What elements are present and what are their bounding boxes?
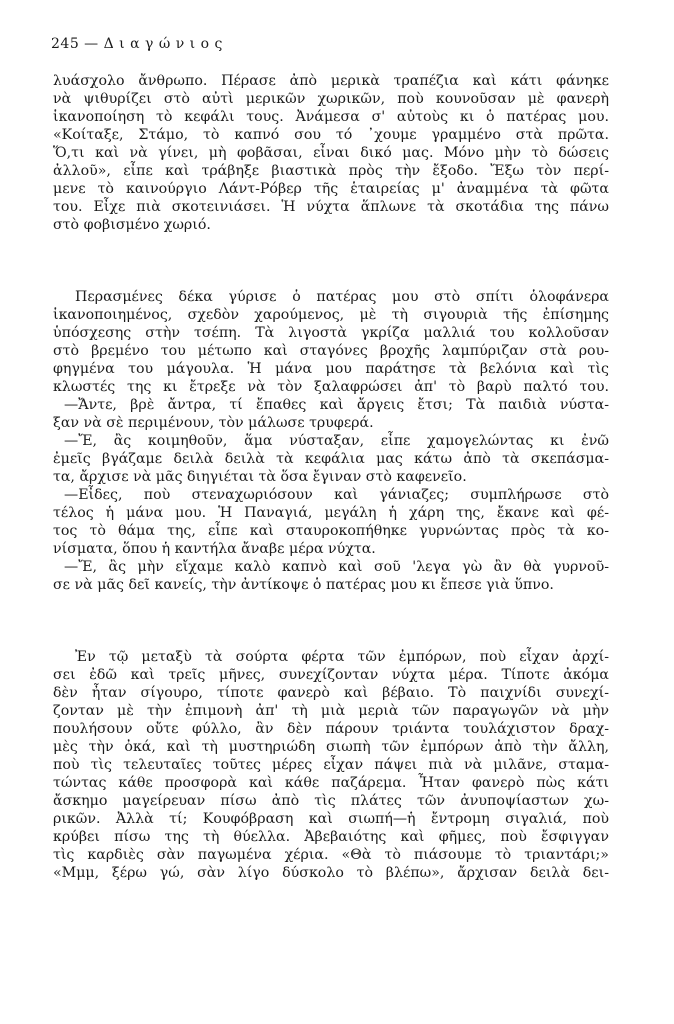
text-line: τὶς καρδιὲς σὰν παγωμένα χέρια. «Θὰ τὸ πιάσουμε τὸ τριαντάρι;» [53,847,609,863]
text-line: ἐμεῖς βγάζαμε δειλὰ δειλὰ τὰ κεφάλια μας κάτω ἀπὸ τὰ σκεπάσμα- [53,451,609,467]
text-line: τώντας κάθε προσφορὰ καὶ κάθε παζάρεμα. Ἦταν φανερὸ πὼς κάτι [53,775,609,791]
text-line: ζονταν μὲ τὴν ἐπιμονὴ ἀπ' τὴ μιὰ μεριὰ τῶν παραγωγῶν νὰ μὴν [53,703,609,719]
text-line: τος τὸ θάμα της, εἶπε καὶ σταυροκοπήθηκε γυρνώντας πρὸς τὰ κο- [53,523,609,539]
text-line: πουλήσουν οὔτε φύλλο, ἂν δὲν πάρουν τριάντα τουλάχιστον δραχ- [53,721,609,737]
text-line: ρικῶν. Ἀλλὰ τί; Κουφόβραση καὶ σιωπή—ἡ ἔντρομη σιγαλιά, ποὺ [53,811,609,827]
text-line: νίσματα, ὅπου ἡ καντήλα ἄναβε μέρα νύχτα. [53,541,376,557]
text-line: στὸ βρεμένο του μέτωπο καὶ σταγόνες βροχῆς λαμπύριζαν στὰ ρου- [53,343,609,359]
text-line: τέλος ἡ μάνα μου. Ἡ Παναγιά, μεγάλη ἡ χάρη της, ἔκανε καὶ φέ- [53,505,609,521]
text-line: ποὺ τὶς τελευταῖες τοῦτες μέρες εἶχαν πάψει πιὰ νὰ μιλᾶνε, σταμα- [53,757,609,773]
text-line: σει ἐδῶ καὶ τρεῖς μῆνες, συνεχίζονταν νύχτα μέρα. Τίποτε ἀκόμα [53,667,609,683]
text-line: μὲς τὴν ὀκά, καὶ τὴ μυστηριώδη σιωπὴ τῶν ἐμπόρων ἀπὸ τὴν ἄλλη, [53,739,609,755]
text-line: λυάσχολο ἄνθρωπο. Πέρασε ἀπὸ μερικὰ τραπέζια καὶ κάτι φάνηκε [53,73,609,89]
text-line: «Κοίταξε, Στάμο, τὸ καπνό σου τό ᾽χουμε γραμμένο στὰ πρῶτα. [53,127,609,143]
text-line: στὸ φοβισμένο χωριό. [53,217,211,233]
text-line: —Ἔ, ἂς μὴν εἴχαμε καλὸ καπνὸ καὶ σοῦ 'λεγα γὼ ἂν θὰ γυρνοῦ- [64,559,609,575]
text-line: ἱκανοποίηση τὸ κεφάλι τους. Ἀνάμεσα σ' αὐτοὺς κι ὁ πατέρας μου. [53,109,609,125]
text-line: σε νὰ μᾶς δεῖ κανείς, τὴν ἀντίκοψε ὁ πατέρας μου κι ἔπεσε γιὰ ὕπνο. [53,577,554,593]
text-line: δὲν ἦταν σίγουρο, τίποτε φανερὸ καὶ βέβαιο. Τὸ παιχνίδι συνεχί- [53,685,609,701]
text-line: ἱκανοποιημένος, σχεδὸν χαρούμενος, μὲ τὴ σιγουριὰ τῆς ἐπίσημης [53,307,609,323]
text-line: φηγμένα του μάγουλα. Ἡ μάνα μου παράτησε τὰ βελόνια καὶ τὶς [53,361,609,377]
running-header: 245 — Δ ι α γ ώ ν ι ο ς [51,36,223,52]
text-line: Ὅ,τι καὶ νὰ γίνει, μὴ φοβᾶσαι, εἶναι δικό μας. Μόνο μὴν τὸ δώσεις [53,145,609,161]
text-line: κλωστές της κι ἔτρεξε νὰ τὸν ξαλαφρώσει ἀπ' τὸ βαρὺ παλτό του. [53,379,609,395]
text-line: ἄσκημο μαγείρευαν πίσω ἀπὸ τὶς πλάτες τῶν ἀνυποψίαστων χω- [53,793,609,809]
text-line: Ἐν τῷ μεταξὺ τὰ σούρτα φέρτα τῶν ἐμπόρων, ποὺ εἶχαν ἀρχί- [75,649,609,665]
text-line: του. Εἶχε πιὰ σκοτεινιάσει. Ἡ νύχτα ἅπλωνε τὰ σκοτάδια της πάνω [53,199,609,215]
text-line: —Ἔ, ἂς κοιμηθοῦν, ἅμα νύσταξαν, εἶπε χαμογελώντας κι ἐνῶ [64,433,609,449]
text-line: Περασμένες δέκα γύρισε ὁ πατέρας μου στὸ σπίτι ὁλοφάνερα [75,289,609,305]
text-line: μενε τὸ καινούργιο Λάντ-Ρόβερ τῆς ἑταιρείας μ' ἀναμμένα τὰ φῶτα [53,181,609,197]
text-line: κρύβει πίσω της τὴ θύελλα. Ἀβεβαιότης καὶ φῆμες, ποὺ ἔσφιγγαν [53,829,609,845]
text-line: ἀλλοῦ», εἶπε καὶ τράβηξε βιαστικὰ πρὸς τὴν ἔξοδο. Ἔξω τὸν περί- [53,163,609,179]
text-line: ξαν νὰ σὲ περιμένουν, τὸν μάλωσε τρυφερά. [53,415,374,431]
text-line: ὑπόσχεσης στὴν τσέπη. Τὰ λιγοστὰ γκρίζα μαλλιά του κολλοῦσαν [53,325,609,341]
text-line: τα, ἄρχισε νὰ μᾶς διηγιέται τὰ ὅσα ἔγιναν στὸ καφενεῖο. [53,469,467,485]
text-line: «Μμμ, ξέρω γώ, σὰν λίγο δύσκολο τὸ βλέπω», ἄρχισαν δειλὰ δει- [53,865,609,881]
text-line: νὰ ψιθυρίζει στὸ αὐτὶ μερικῶν χωρικῶν, ποὺ κουνοῦσαν μὲ φανερὴ [53,91,609,107]
text-line: —Ἄντε, βρὲ ἄντρα, τί ἔπαθες καὶ ἄργεις ἔτσι; Τὰ παιδιὰ νύστα- [64,397,609,413]
text-line: —Εἶδες, ποὺ στεναχωριόσουν καὶ γάνιαζες; συμπλήρωσε στὸ [64,487,609,503]
